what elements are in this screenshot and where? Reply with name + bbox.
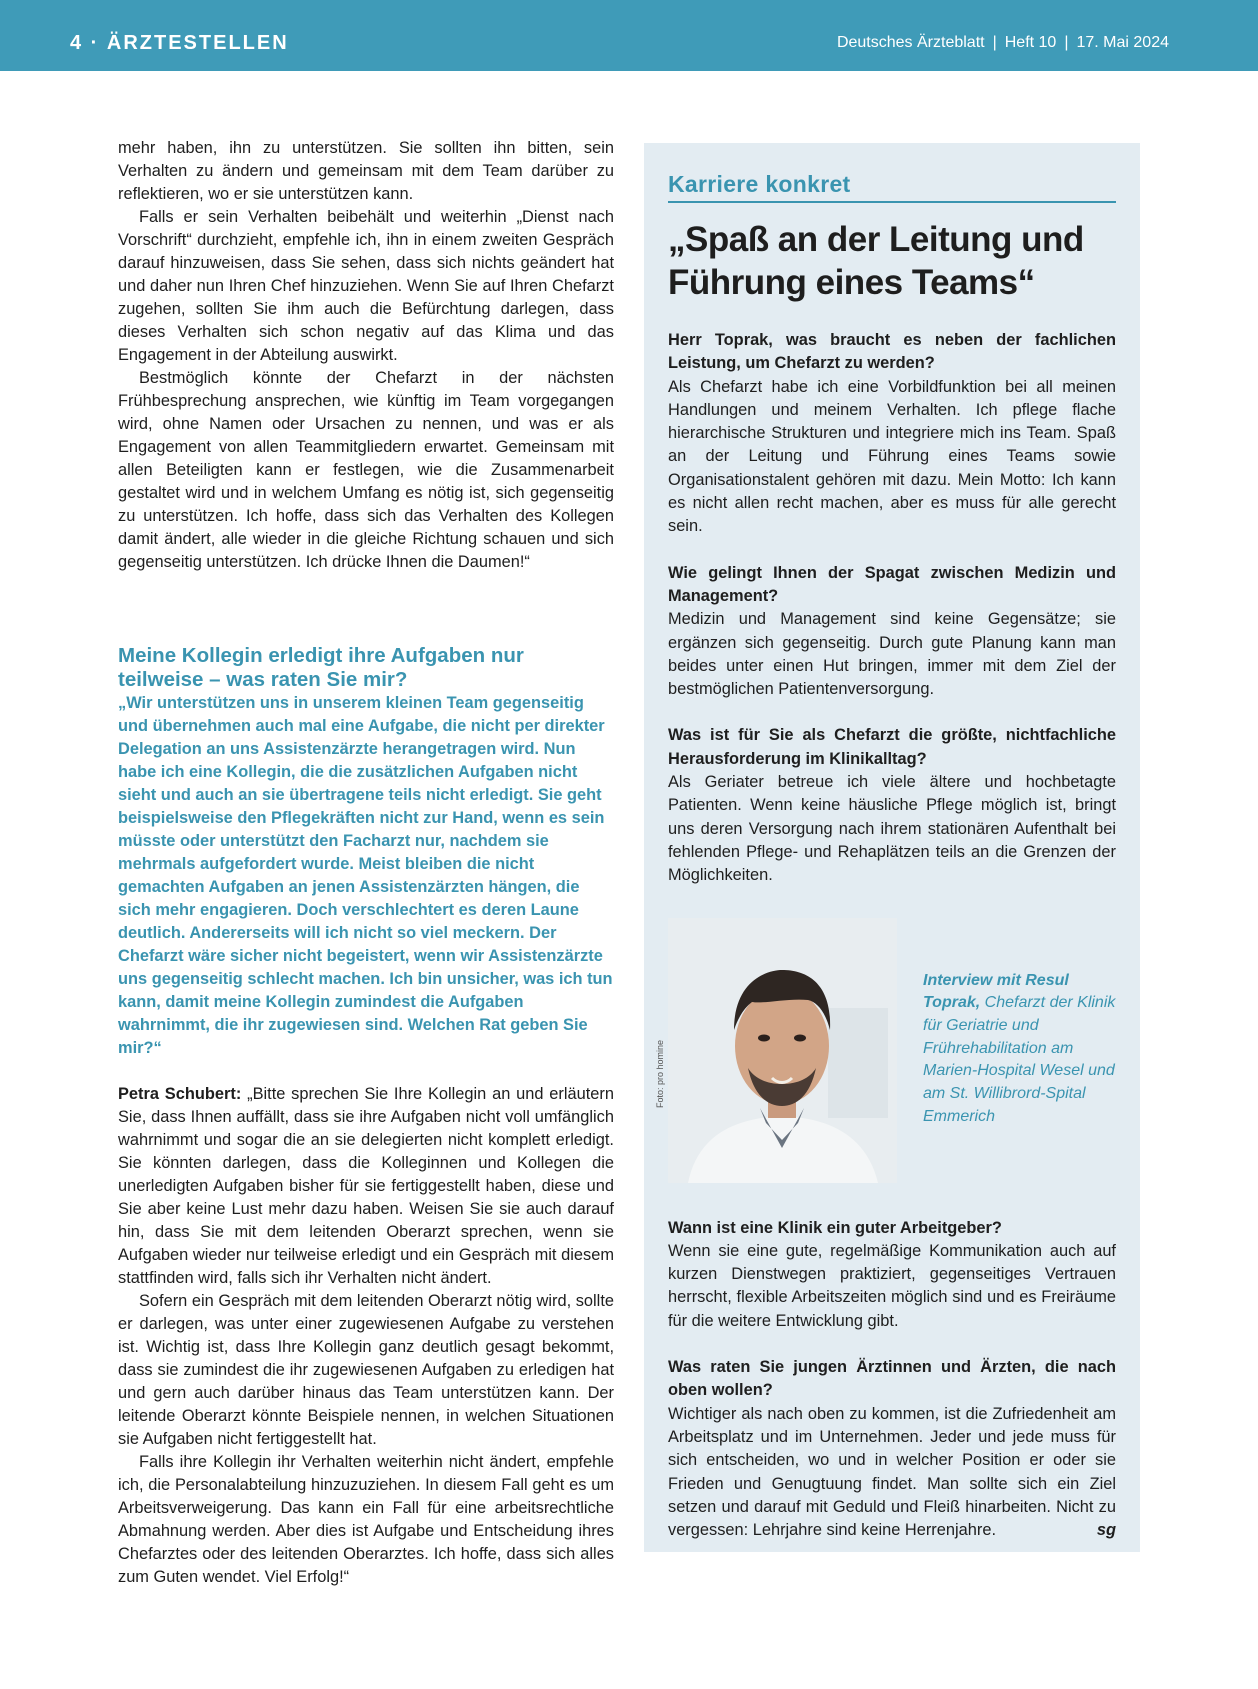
portrait-block — [655, 918, 1116, 1183]
answer-text: „Bitte sprechen Sie Ihre Kollegin an und erläutern Sie, dass Ihnen auffällt, dass sie ihre Aufgaben nicht voll umfänglich wahrnimmt und sogar die an sie delegierten nicht komplett erledigt. Sie könnten darlegen, dass die Kolleginnen und Kollegen die unerledigten Aufgaben bisher für sie fertiggestellt haben, diese und Sie aber keine Lust mehr dazu haben. Weisen Sie sie auch darauf hin, dass Sie mit dem leitenden Oberarzt sprechen, wenn sie Aufgaben wieder nur teilweise erledigt und ein Gespräch mit diesem stattfinden wird, falls sich ihr Verhalten nicht ändert. — [118, 1085, 614, 1287]
portrait-illustration — [668, 918, 897, 1183]
issue-number: Heft 10 — [1004, 34, 1057, 51]
reader-question: „Wir unterstützen uns in unserem kleinen Team gegenseitig und übernehmen auch mal eine Aufgabe, die nicht per direkter Delegation an uns Assistenzärzte herangetragen wird. Nun habe ich eine Kollegin, die die zusätzlichen Aufgaben nicht sieht und auch an sie übertragene teils nicht erledigt. Sie geht beispielsweise den Pflegekräften nicht zur Hand, wenn es sein müsste oder unterstützt den Facharzt nur, nachdem sie mehrmals aufgefordert wurde. Meist bleiben die nicht gemachten Aufgaben an jenen Assistenzärzten hängen, die sich mehr engagieren. Doch verschlechtert es deren Laune deutlich. Andererseits will ich nicht so viel meckern. Der Chefarzt wäre sicher nicht begeistert, wenn wir Assistenzärzte uns gegenseitig schlecht machen. Ich bin unsicher, was ich tun kann, damit meine Kollegin zumindest die Aufgaben wahrnimmt, die ihr zugewiesen sind. Welchen Rat geben Sie mir?“ — [118, 694, 613, 1057]
interview-qa — [668, 1356, 1116, 1542]
issue-info — [837, 33, 1169, 53]
interview-answer: Wenn sie eine gute, regelmäßige Kommunikation auch auf kurzen Dienstwegen praktiziert, gegenseitiges Vertrauen herrscht, flexible Arbeitszeiten möglich sind und es Freiräume für die weitere Entwicklung gibt. — [668, 1241, 1116, 1330]
sidebar-title: „Spaß an der Leitung und Führung eines Teams“ — [668, 220, 1084, 302]
interview-qa — [668, 329, 1116, 539]
interview-answer: Als Chefarzt habe ich eine Vorbildfunktion bei all meinen Handlungen und meinem Verhalten. Ich pflege flache hierarchische Strukturen und integriere mich ins Team. Spaß an der Leitung und Führung eines Teams sowie Organisationstalent gehören mit dazu. Mein Motto: Ich kann es nicht allen recht machen, aber es muss für alle gerecht sein. — [668, 377, 1116, 536]
body-paragraph: Falls ihre Kollegin ihr Verhalten weiterhin nicht ändert, empfehle ich, die Personalabteilung hinzuzuziehen. In diesem Fall geht es um Arbeitsverweigerung. Das kann ein Fall für eine arbeitsrechtliche Abmahnung werden. Aber dies ist Aufgabe und Entscheidung ihres Chefarztes oder des leitenden Oberarztes. Ich hoffe, dass sich alles zum Guten wendet. Viel Erfolg!“ — [118, 1453, 614, 1586]
caption-name: Interview mit Resul Toprak, — [923, 971, 1069, 1012]
publication-name: Deutsches Ärzteblatt — [836, 34, 985, 51]
interview-qa — [668, 724, 1116, 887]
interview-answer — [668, 1403, 1116, 1543]
interview-qa — [668, 562, 1116, 702]
interview-question: Herr Toprak, was braucht es neben der fachlichen Leistung, um Chefarzt zu werden? — [668, 331, 1116, 373]
header-bar — [0, 0, 1258, 71]
left-column — [118, 137, 614, 1589]
caption-text: Chefarzt der Klinik für Geriatrie und Frührehabilitation am Marien-Hospital Wesel und am St. Willibrord-Spital Emmerich — [923, 994, 1116, 1125]
portrait-photo — [655, 918, 897, 1183]
reader-question-heading: Meine Kollegin erledigt ihre Aufgaben nur teilweise – was raten Sie mir? — [118, 644, 524, 691]
body-paragraph: Bestmöglich könnte der Chefarzt in der nächsten Frühbesprechung ansprechen, wie künftig im Team vorgegangen wird, ohne Namen oder Ursachen zu nennen, und was er als Engagement von allen Teammitgliedern erwartet. Gemeinsam mit allen Beteiligten kann er festlegen, wie die Zusammenarbeit gestaltet wird und in welchem Umfang es nötig ist, sich gegenseitig zu unterstützen. Ich hoffe, dass sich das Verhalten des Kollegen damit ändert, alle wieder in die gleiche Richtung schauen und sich gegenseitig unterstützen. Ich drücke Ihnen die Daumen!“ — [118, 369, 614, 571]
interview-qa — [668, 1217, 1116, 1333]
body-paragraph: Sofern ein Gespräch mit dem leitenden Oberarzt nötig wird, sollte er darlegen, was unter einer zugewiesenen Aufgabe zu verstehen ist. Wichtig ist, dass Ihre Kollegin ganz deutlich gesagt bekommt, dass sie zumindest die ihr zugewiesenen Aufgaben zu erledigen hat und gern auch darüber hinaus das Team unterstützen kann. Der leitende Oberarzt könnte Beispiele nennen, in welchen Situationen sie Aufgaben nicht fertiggestellt hat. — [118, 1292, 614, 1448]
speaker-name: Petra Schubert: — [118, 1085, 242, 1103]
photo-credit: Foto: pro homine — [655, 1039, 665, 1108]
author-signoff: sg — [1096, 1521, 1116, 1540]
expert-answer — [118, 1083, 614, 1290]
interview-answer: Medizin und Management sind keine Gegensätze; sie ergänzen sich gegenseitig. Durch gute Planung kann man beides unter einen Hut bringen, immer mit dem Ziel der bestmöglichen Patientenversorgung. — [668, 610, 1116, 699]
interview-answer: Als Geriater betreue ich viele ältere und hochbetagte Patienten. Wenn keine häusliche Pflege möglich ist, bringt uns deren Versorgung nach ihrem stationären Aufenthalt bei fehlenden Pflege- und Rehaplätzen teils an die Grenzen der Möglichkeiten. — [668, 773, 1116, 885]
body-paragraph: mehr haben, ihn zu unterstützen. Sie sollten ihn bitten, sein Verhalten zu ändern und gemeinsam mit dem Team darüber zu reflektieren, wo er sie unterstützen kann. — [118, 139, 614, 203]
interview-question: Wie gelingt Ihnen der Spagat zwischen Medizin und Management? — [668, 563, 1116, 605]
answer-text: Wichtiger als nach oben zu kommen, ist die Zufriedenheit am Arbeitsplatz und im Unternehmen. Jeder und jede muss für sich entscheiden, wo und in welcher Position er oder sie Frieden und Genugtuung findet. Man sollte sich ein Ziel setzen und darauf mit Geduld und Fleiß hinarbeiten. Nicht zu vergessen: Lehrjahre sind keine Herrenjahre. — [668, 1404, 1116, 1540]
page-section-label: 4 · ÄRZTESTELLEN — [70, 32, 289, 54]
body-paragraph: Falls er sein Verhalten beibehält und weiterhin „Dienst nach Vorschrift“ durchzieht, empfehle ich, ihn in einem zweiten Gespräch darauf hinzuweisen, dass Sie sehen, dass sich nichts geändert hat und daher nun Ihren Chef hinzuziehen. Wenn Sie auf Ihren Chefarzt zugehen, sollten Sie ihm auch die Befürchtung darlegen, dass dieses Verhalten sich schon negativ auf das Klima und das Engagement in der Abteilung auswirkt. — [118, 208, 614, 364]
sidebar-kicker: Karriere konkret — [668, 170, 1116, 203]
separator: | — [1064, 34, 1069, 51]
interview-question: Wann ist eine Klinik ein guter Arbeitgeber? — [668, 1218, 1002, 1237]
interview-sidebar — [644, 143, 1140, 1552]
sidebar-content — [655, 170, 1116, 1542]
issue-date: 17. Mai 2024 — [1076, 34, 1169, 51]
interview-question: Was ist für Sie als Chefarzt die größte, nichtfachliche Herausforderung im Klinikalltag? — [668, 726, 1116, 768]
photo-caption — [923, 970, 1123, 1129]
interview-question: Was raten Sie jungen Ärztinnen und Ärzten, die nach oben wollen? — [668, 1358, 1116, 1400]
separator: | — [992, 34, 997, 51]
